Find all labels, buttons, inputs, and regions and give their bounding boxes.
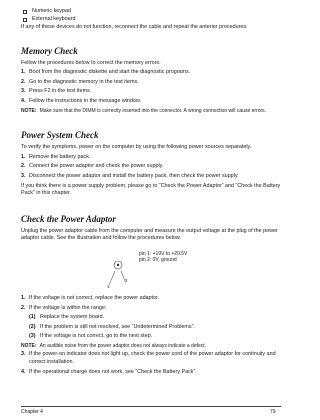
power-system-heading: Power System Check — [21, 130, 99, 141]
list-item: 2. If the voltage is within the range: — [21, 304, 107, 311]
memory-intro: Follow the procedures below to correct the memory errors. — [21, 59, 161, 66]
callout-1: 1 — [107, 283, 110, 289]
list-item: Numeric keypad — [23, 8, 283, 16]
checkbox-bullet-icon — [23, 18, 27, 22]
list-item: (3) If the voltage is not correct, go to the next step. — [29, 333, 153, 340]
pin2-label: pin 2: 0V, ground — [139, 257, 177, 264]
footer-chapter: Chapter 4 — [21, 409, 43, 415]
adaptor-steps-continued — [21, 351, 283, 376]
adaptor-steps — [21, 295, 283, 312]
list-item: (2) If the problem is still not resolved, see “Undetermined Problems”. — [29, 323, 195, 330]
adaptor-note: NOTE: An audible noise from the power adaptor does not always indicate a defect. — [21, 342, 207, 349]
power-closing: If you think there is a power supply problem, please go to “Check the Power Adaptor” and “Check the Battery Pack” in this chapter. — [21, 182, 281, 197]
list-item: 2. Connect the power adaptor and check the power supply. — [21, 163, 164, 170]
callout-2: 2 — [125, 277, 128, 283]
page-number: 79 — [270, 409, 276, 415]
memory-check-heading: Memory Check — [21, 45, 78, 56]
adaptor-intro: Unplug the power adaptor cable from the computer and measure the output voltage at the plug of the power adaptor cable. See the illustration and follow the procedures below. — [21, 227, 278, 242]
page-content — [21, 8, 283, 378]
footer-divider — [21, 406, 281, 407]
list-item: 2. Go to the diagnostic memory in the test items. — [21, 78, 139, 85]
list-item: 3. If the power-on indicator does not light up, check the power cord of the power adaptor for continuity and correct installation. — [21, 351, 276, 366]
list-item: 3. Press F2 in the test items. — [21, 88, 92, 95]
checkbox-bullet-icon — [23, 10, 27, 14]
memory-steps — [21, 69, 283, 105]
list-item: 4. Follow the instructions in the message window. — [21, 97, 142, 104]
power-adaptor-heading: Check the Power Adaptor — [21, 213, 116, 224]
power-intro: To verify the symptoms, power on the computer by using the following power sources separately. — [21, 144, 252, 151]
memory-note: NOTE: Make sure that the DIMM is correctly inserted into the connector. A wrong connection will cause errors. — [21, 107, 267, 114]
pin-labels — [139, 251, 187, 264]
intro-paragraph: If any of these devices do not function, reconnect the cable and repeat the anterior procedures. — [21, 24, 248, 30]
device-list — [23, 8, 283, 24]
adaptor-substeps — [29, 314, 283, 341]
list-item: 1. Boot from the diagnostic diskette and start the diagnostic programs. — [21, 69, 191, 76]
list-item: External keyboard — [23, 16, 283, 24]
power-steps — [21, 154, 283, 181]
list-item: 4. If the operational charge does not work, see “Check the Battery Pack”. — [21, 368, 197, 375]
list-item: 3. Disconnect the power adaptor and install the battery pack, then check the power supply. — [21, 172, 239, 179]
list-item: 1. If the voltage is not correct, replace the power adaptor. — [21, 294, 160, 301]
adaptor-plug-illustration — [21, 247, 283, 289]
pin1-label: pin 1: +19V to +20.5V — [139, 250, 188, 257]
list-item: 1. Remove the battery pack. — [21, 153, 91, 160]
list-item: (1) Replace the system board. — [29, 314, 105, 321]
